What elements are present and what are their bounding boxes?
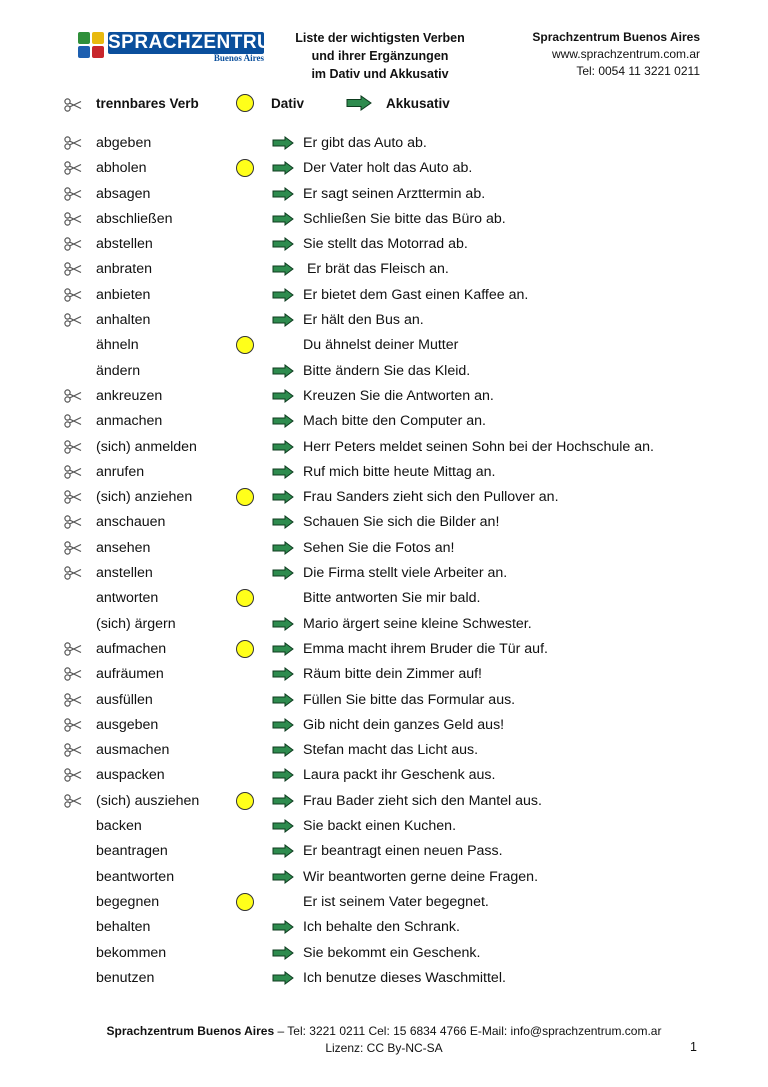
green-arrow-icon bbox=[272, 389, 294, 403]
logo-wordmark: SPRACHZENTRUM bbox=[108, 32, 288, 53]
yellow-circle-icon bbox=[236, 488, 254, 506]
green-arrow-icon bbox=[272, 414, 294, 428]
green-arrow-icon bbox=[272, 136, 294, 150]
scissors-icon bbox=[64, 313, 82, 327]
verb-infinitive: ähneln bbox=[96, 337, 139, 354]
logo-subtext: Buenos Aires bbox=[213, 53, 264, 63]
verb-row bbox=[0, 840, 768, 865]
example-sentence: Frau Bader zieht sich den Mantel aus. bbox=[303, 792, 542, 809]
green-arrow-icon bbox=[272, 262, 294, 276]
green-arrow-icon bbox=[272, 465, 294, 479]
verb-infinitive: auspacken bbox=[96, 767, 165, 784]
example-sentence: Der Vater holt das Auto ab. bbox=[303, 160, 473, 177]
footer-org: Sprachzentrum Buenos Aires bbox=[106, 1024, 275, 1038]
verb-infinitive: backen bbox=[96, 818, 142, 835]
verb-row bbox=[0, 461, 768, 486]
verb-row bbox=[0, 866, 768, 891]
green-arrow-icon bbox=[272, 490, 294, 504]
verb-row bbox=[0, 537, 768, 562]
green-arrow-icon bbox=[272, 440, 294, 454]
green-arrow-icon bbox=[272, 794, 294, 808]
school-name: Sprachzentrum Buenos Aires bbox=[532, 30, 700, 44]
legend-dative-label: Dativ bbox=[271, 96, 305, 111]
verb-row bbox=[0, 562, 768, 587]
verb-infinitive: anrufen bbox=[96, 463, 145, 480]
green-arrow-icon bbox=[272, 288, 294, 302]
school-phone: Tel: 0054 11 3221 0211 bbox=[576, 64, 700, 78]
example-sentence: Füllen Sie bitte das Formular aus. bbox=[303, 691, 516, 708]
green-arrow-icon bbox=[272, 187, 294, 201]
example-sentence: Ich behalte den Schrank. bbox=[303, 919, 460, 936]
verb-infinitive: (sich) ärgern bbox=[96, 615, 176, 632]
scissors-icon bbox=[64, 642, 82, 656]
scissors-icon bbox=[64, 566, 82, 580]
scissors-icon bbox=[64, 515, 82, 529]
scissors-icon bbox=[64, 136, 82, 150]
example-sentence: Gib nicht dein ganzes Geld aus! bbox=[303, 716, 505, 733]
title-line: im Dativ und Akkusativ bbox=[311, 67, 449, 81]
verb-row bbox=[0, 739, 768, 764]
example-sentence: Bitte ändern Sie das Kleid. bbox=[303, 362, 471, 379]
scissors-icon bbox=[64, 262, 82, 276]
school-contact bbox=[490, 29, 700, 80]
example-sentence: Schließen Sie bitte das Büro ab. bbox=[303, 210, 506, 227]
scissors-icon bbox=[64, 414, 82, 428]
green-arrow-icon bbox=[272, 718, 294, 732]
green-arrow-icon bbox=[272, 870, 294, 884]
green-arrow-icon bbox=[272, 667, 294, 681]
example-sentence: Ich benutze dieses Waschmittel. bbox=[303, 969, 506, 986]
example-sentence: Er gibt das Auto ab. bbox=[303, 135, 427, 151]
scissors-icon bbox=[64, 743, 82, 757]
scissors-icon bbox=[64, 541, 82, 555]
verb-infinitive: abgeben bbox=[96, 135, 152, 151]
verb-row bbox=[0, 815, 768, 840]
scissors-icon bbox=[64, 794, 82, 808]
example-sentence: Bitte antworten Sie mir bald. bbox=[303, 590, 481, 607]
verb-infinitive: absagen bbox=[96, 185, 151, 202]
page-number: 1 bbox=[690, 1040, 697, 1054]
verb-infinitive: begegnen bbox=[96, 893, 160, 910]
verb-infinitive: (sich) ausziehen bbox=[96, 792, 200, 809]
verb-row bbox=[0, 436, 768, 461]
example-sentence: Frau Sanders zieht sich den Pullover an. bbox=[303, 489, 559, 506]
verb-infinitive: ansehen bbox=[96, 539, 151, 556]
scissors-icon bbox=[64, 161, 82, 175]
green-arrow-icon bbox=[272, 541, 294, 555]
verb-list bbox=[0, 132, 768, 992]
scissors-icon bbox=[64, 212, 82, 226]
green-arrow-icon bbox=[272, 313, 294, 327]
green-arrow-icon bbox=[272, 364, 294, 378]
green-arrow-icon bbox=[272, 844, 294, 858]
verb-row bbox=[0, 157, 768, 182]
green-arrow-icon bbox=[272, 946, 294, 960]
verb-row bbox=[0, 638, 768, 663]
scissors-icon bbox=[64, 187, 82, 201]
green-arrow-icon bbox=[272, 642, 294, 656]
verb-row bbox=[0, 334, 768, 359]
verb-row bbox=[0, 208, 768, 233]
verb-infinitive: beantworten bbox=[96, 868, 175, 885]
verb-infinitive: abstellen bbox=[96, 236, 153, 253]
verb-infinitive: benutzen bbox=[96, 969, 155, 986]
scissors-icon bbox=[64, 667, 82, 681]
yellow-circle-icon bbox=[236, 640, 254, 658]
verb-infinitive: anbraten bbox=[96, 261, 153, 278]
green-arrow-icon bbox=[272, 768, 294, 782]
yellow-circle-icon bbox=[236, 94, 254, 112]
school-website: www.sprachzentrum.com.ar bbox=[551, 47, 700, 61]
verb-infinitive: anschauen bbox=[96, 514, 166, 531]
verb-row bbox=[0, 613, 768, 638]
verb-row bbox=[0, 486, 768, 511]
verb-infinitive: abholen bbox=[96, 160, 147, 177]
scissors-icon bbox=[64, 465, 82, 479]
green-arrow-icon bbox=[272, 161, 294, 175]
example-sentence: Du ähnelst deiner Mutter bbox=[303, 337, 459, 354]
example-sentence: Die Firma stellt viele Arbeiter an. bbox=[303, 565, 508, 582]
scissors-icon bbox=[64, 389, 82, 403]
verb-infinitive: aufmachen bbox=[96, 640, 167, 657]
verb-infinitive: (sich) anziehen bbox=[96, 489, 193, 506]
example-sentence: Mach bitte den Computer an. bbox=[303, 413, 486, 430]
verb-infinitive: bekommen bbox=[96, 944, 167, 961]
scissors-icon bbox=[64, 440, 82, 454]
green-arrow-icon bbox=[272, 212, 294, 226]
example-sentence: Er bietet dem Gast einen Kaffee an. bbox=[303, 286, 529, 303]
verb-row bbox=[0, 714, 768, 739]
example-sentence: Wir beantworten gerne deine Fragen. bbox=[303, 868, 539, 885]
example-sentence: Räum bitte dein Zimmer auf! bbox=[303, 666, 482, 683]
verb-row bbox=[0, 764, 768, 789]
document-title bbox=[280, 29, 480, 83]
green-arrow-icon bbox=[272, 515, 294, 529]
green-arrow-icon bbox=[272, 237, 294, 251]
example-sentence: Er ist seinem Vater begegnet. bbox=[303, 893, 489, 910]
verb-infinitive: ändern bbox=[96, 362, 141, 379]
yellow-circle-icon bbox=[236, 336, 254, 354]
logo-cubes-icon bbox=[78, 32, 106, 62]
example-sentence: Ruf mich bitte heute Mittag an. bbox=[303, 463, 496, 480]
scissors-icon bbox=[64, 693, 82, 707]
green-arrow-icon bbox=[272, 920, 294, 934]
footer-license: Lizenz: CC By-NC-SA bbox=[325, 1041, 443, 1055]
yellow-circle-icon bbox=[236, 159, 254, 177]
scissors-icon bbox=[64, 490, 82, 504]
verb-infinitive: anbieten bbox=[96, 286, 151, 303]
footer bbox=[0, 1023, 768, 1057]
example-sentence: Laura packt ihr Geschenk aus. bbox=[303, 767, 496, 784]
yellow-circle-icon bbox=[236, 792, 254, 810]
green-arrow-icon bbox=[272, 566, 294, 580]
yellow-circle-icon bbox=[236, 893, 254, 911]
verb-row bbox=[0, 967, 768, 992]
verb-infinitive: beantragen bbox=[96, 843, 168, 860]
example-sentence: Mario ärgert seine kleine Schwester. bbox=[303, 615, 532, 632]
verb-infinitive: anmachen bbox=[96, 413, 163, 430]
legend-row bbox=[0, 93, 768, 115]
legend-accusative-label: Akkusativ bbox=[386, 96, 450, 111]
example-sentence: Herr Peters meldet seinen Sohn bei der Hochschule an. bbox=[303, 438, 654, 455]
green-arrow-icon bbox=[272, 693, 294, 707]
example-sentence: Er hält den Bus an. bbox=[303, 312, 424, 329]
example-sentence: Er brät das Fleisch an. bbox=[303, 261, 449, 278]
verb-infinitive: ausfüllen bbox=[96, 691, 153, 708]
verb-row bbox=[0, 284, 768, 309]
example-sentence: Kreuzen Sie die Antworten an. bbox=[303, 387, 494, 404]
example-sentence: Er sagt seinen Arzttermin ab. bbox=[303, 185, 486, 202]
verb-infinitive: behalten bbox=[96, 919, 151, 936]
sprachzentrum-logo bbox=[78, 30, 288, 66]
verb-row bbox=[0, 183, 768, 208]
verb-infinitive: ausmachen bbox=[96, 742, 170, 759]
legend-separable-label: trennbares Verb bbox=[96, 96, 199, 111]
green-arrow-icon bbox=[346, 95, 372, 111]
verb-row bbox=[0, 309, 768, 334]
green-arrow-icon bbox=[272, 743, 294, 757]
verb-row bbox=[0, 663, 768, 688]
verb-row bbox=[0, 385, 768, 410]
example-sentence: Sie bekommt ein Geschenk. bbox=[303, 944, 481, 961]
verb-row bbox=[0, 942, 768, 967]
verb-row bbox=[0, 258, 768, 283]
verb-row bbox=[0, 587, 768, 612]
example-sentence: Sie stellt das Motorrad ab. bbox=[303, 236, 468, 253]
verb-infinitive: antworten bbox=[96, 590, 159, 607]
footer-contact: – Tel: 3221 0211 Cel: 15 6834 4766 E-Mail: info@sprachzentrum.com.ar bbox=[274, 1024, 662, 1038]
verb-row bbox=[0, 689, 768, 714]
verb-infinitive: abschließen bbox=[96, 210, 173, 227]
verb-row bbox=[0, 360, 768, 385]
scissors-icon bbox=[64, 98, 82, 112]
title-line: und ihrer Ergänzungen bbox=[311, 49, 449, 63]
yellow-circle-icon bbox=[236, 589, 254, 607]
example-sentence: Sie backt einen Kuchen. bbox=[303, 818, 457, 835]
scissors-icon bbox=[64, 768, 82, 782]
verb-infinitive: aufräumen bbox=[96, 666, 164, 683]
verb-row bbox=[0, 132, 768, 157]
example-sentence: Er beantragt einen neuen Pass. bbox=[303, 843, 503, 860]
scissors-icon bbox=[64, 237, 82, 251]
verb-row bbox=[0, 891, 768, 916]
verb-infinitive: (sich) anmelden bbox=[96, 438, 197, 455]
verb-row bbox=[0, 790, 768, 815]
example-sentence: Emma macht ihrem Bruder die Tür auf. bbox=[303, 640, 548, 657]
verb-infinitive: anstellen bbox=[96, 565, 153, 582]
verb-infinitive: anhalten bbox=[96, 312, 151, 329]
verb-row bbox=[0, 511, 768, 536]
green-arrow-icon bbox=[272, 971, 294, 985]
scissors-icon bbox=[64, 718, 82, 732]
title-line: Liste der wichtigsten Verben bbox=[295, 31, 465, 45]
example-sentence: Schauen Sie sich die Bilder an! bbox=[303, 514, 500, 531]
verb-infinitive: ankreuzen bbox=[96, 387, 163, 404]
scissors-icon bbox=[64, 288, 82, 302]
green-arrow-icon bbox=[272, 819, 294, 833]
green-arrow-icon bbox=[272, 617, 294, 631]
example-sentence: Stefan macht das Licht aus. bbox=[303, 742, 479, 759]
example-sentence: Sehen Sie die Fotos an! bbox=[303, 539, 455, 556]
verb-row bbox=[0, 410, 768, 435]
verb-infinitive: ausgeben bbox=[96, 716, 159, 733]
verb-row bbox=[0, 916, 768, 941]
verb-row bbox=[0, 233, 768, 258]
